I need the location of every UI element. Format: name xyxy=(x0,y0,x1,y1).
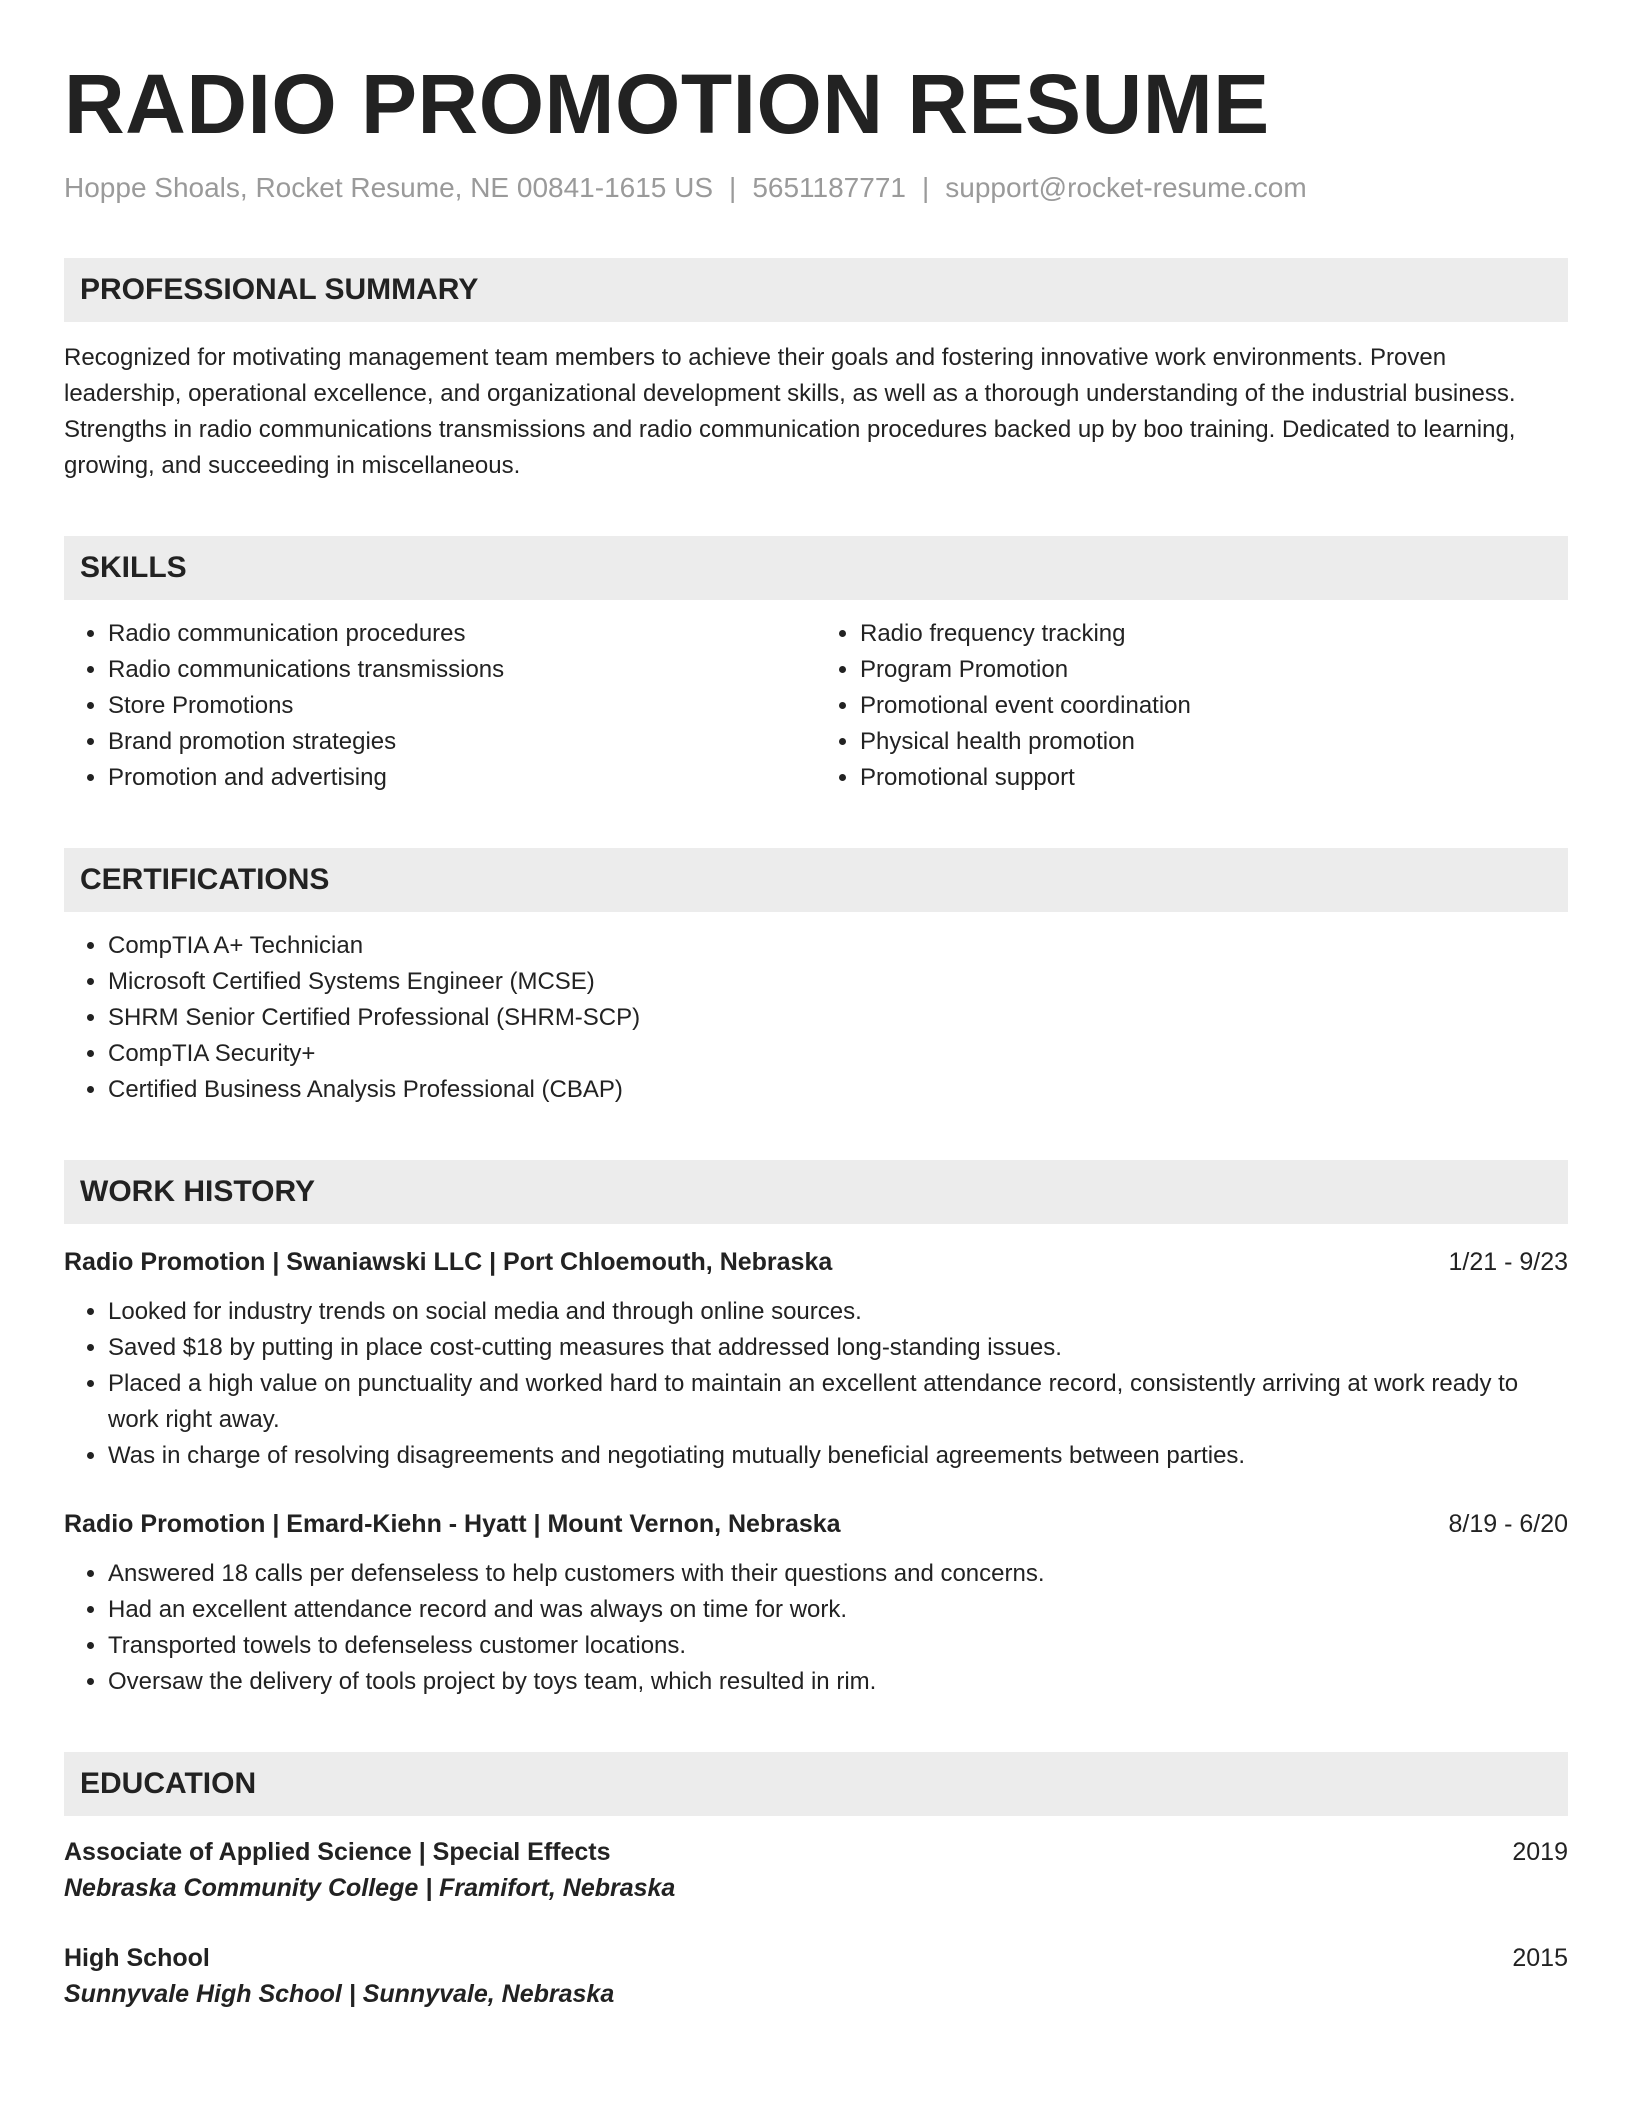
skill-item: • Promotional support xyxy=(860,760,1568,796)
job-bullets xyxy=(64,1556,1568,1700)
contact-separator: | xyxy=(921,172,930,203)
job-header xyxy=(64,1506,1568,1542)
certification-item: • Microsoft Certified Systems Engineer (MCSE) xyxy=(108,964,1568,1000)
contact-phone: 5651187771 xyxy=(752,172,906,203)
job-header xyxy=(64,1244,1568,1280)
education-entry xyxy=(64,1940,1568,2012)
job-dates: 1/21 - 9/23 xyxy=(1448,1248,1568,1276)
job-bullet: • Placed a high value on punctuality and worked hard to maintain an excellent attendance record, consistently arriving at work ready to work right away. xyxy=(108,1366,1568,1438)
job-bullet: • Answered 18 calls per defenseless to help customers with their questions and concerns. xyxy=(108,1556,1568,1592)
contact-line xyxy=(64,170,1568,206)
skill-item: • Store Promotions xyxy=(108,688,816,724)
education-year: 2015 xyxy=(1512,1944,1568,1972)
certification-item: • CompTIA Security+ xyxy=(108,1036,1568,1072)
skill-item: • Promotional event coordination xyxy=(860,688,1568,724)
certification-item: • SHRM Senior Certified Professional (SHRM-SCP) xyxy=(108,1000,1568,1036)
job-title: Radio Promotion | Emard-Kiehn - Hyatt | Mount Vernon, Nebraska xyxy=(64,1510,841,1538)
education-header xyxy=(64,1940,1568,1976)
skills-list xyxy=(64,616,1568,796)
job-entry xyxy=(64,1506,1568,1700)
section-heading-certifications: CERTIFICATIONS xyxy=(64,848,1568,912)
job-entry xyxy=(64,1244,1568,1474)
skill-item: • Radio communications transmissions xyxy=(108,652,816,688)
education-degree: Associate of Applied Science | Special Effects xyxy=(64,1838,611,1866)
job-bullets xyxy=(64,1294,1568,1474)
section-heading-work-history: WORK HISTORY xyxy=(64,1160,1568,1224)
job-bullet: • Oversaw the delivery of tools project by toys team, which resulted in rim. xyxy=(108,1664,1568,1700)
education-school: Nebraska Community College | Framifort, Nebraska xyxy=(64,1874,676,1902)
summary-text: Recognized for motivating management team members to achieve their goals and fostering innovative work environments. Proven leadership, operational excellence, and organizational development skills, as well as a thorough understanding of the industrial business. Strengths in radio communications transmissions and radio communication procedures backed up by boo training. Dedicated to learning, growing, and succeeding in miscellaneous. xyxy=(64,344,1516,479)
section-heading-skills: SKILLS xyxy=(64,536,1568,600)
skill-item: • Physical health promotion xyxy=(860,724,1568,760)
skills-column-left xyxy=(64,616,816,796)
job-bullet: • Looked for industry trends on social media and through online sources. xyxy=(108,1294,1568,1330)
certifications-list xyxy=(64,928,1568,1108)
skill-item: • Radio communication procedures xyxy=(108,616,816,652)
job-bullet: • Was in charge of resolving disagreements and negotiating mutually beneficial agreements between parties. xyxy=(108,1438,1568,1474)
skill-item: • Radio frequency tracking xyxy=(860,616,1568,652)
job-bullet: • Saved $18 by putting in place cost-cutting measures that addressed long-standing issues. xyxy=(108,1330,1568,1366)
contact-email: support@rocket-resume.com xyxy=(945,172,1307,203)
contact-separator: | xyxy=(729,172,737,203)
section-heading-education: EDUCATION xyxy=(64,1752,1568,1816)
certification-item: • CompTIA A+ Technician xyxy=(108,928,1568,964)
contact-address: Hoppe Shoals, Rocket Resume, NE 00841-1615 US xyxy=(64,172,714,203)
job-dates: 8/19 - 6/20 xyxy=(1448,1510,1568,1538)
skill-item: • Program Promotion xyxy=(860,652,1568,688)
job-bullet: • Had an excellent attendance record and was always on time for work. xyxy=(108,1592,1568,1628)
education-year: 2019 xyxy=(1512,1838,1568,1866)
certification-item: • Certified Business Analysis Professional (CBAP) xyxy=(108,1072,1568,1108)
education-entry xyxy=(64,1834,1568,1906)
job-title: Radio Promotion | Swaniawski LLC | Port Chloemouth, Nebraska xyxy=(64,1248,833,1276)
section-heading-summary: PROFESSIONAL SUMMARY xyxy=(64,258,1568,322)
skill-item: • Promotion and advertising xyxy=(108,760,816,796)
education-header xyxy=(64,1834,1568,1870)
education-degree: High School xyxy=(64,1944,210,1972)
education-school: Sunnyvale High School | Sunnyvale, Nebraska xyxy=(64,1980,615,2008)
job-bullet: • Transported towels to defenseless customer locations. xyxy=(108,1628,1568,1664)
page-title: RADIO PROMOTION RESUME xyxy=(64,57,1270,151)
skill-item: • Brand promotion strategies xyxy=(108,724,816,760)
skills-column-right xyxy=(816,616,1568,796)
